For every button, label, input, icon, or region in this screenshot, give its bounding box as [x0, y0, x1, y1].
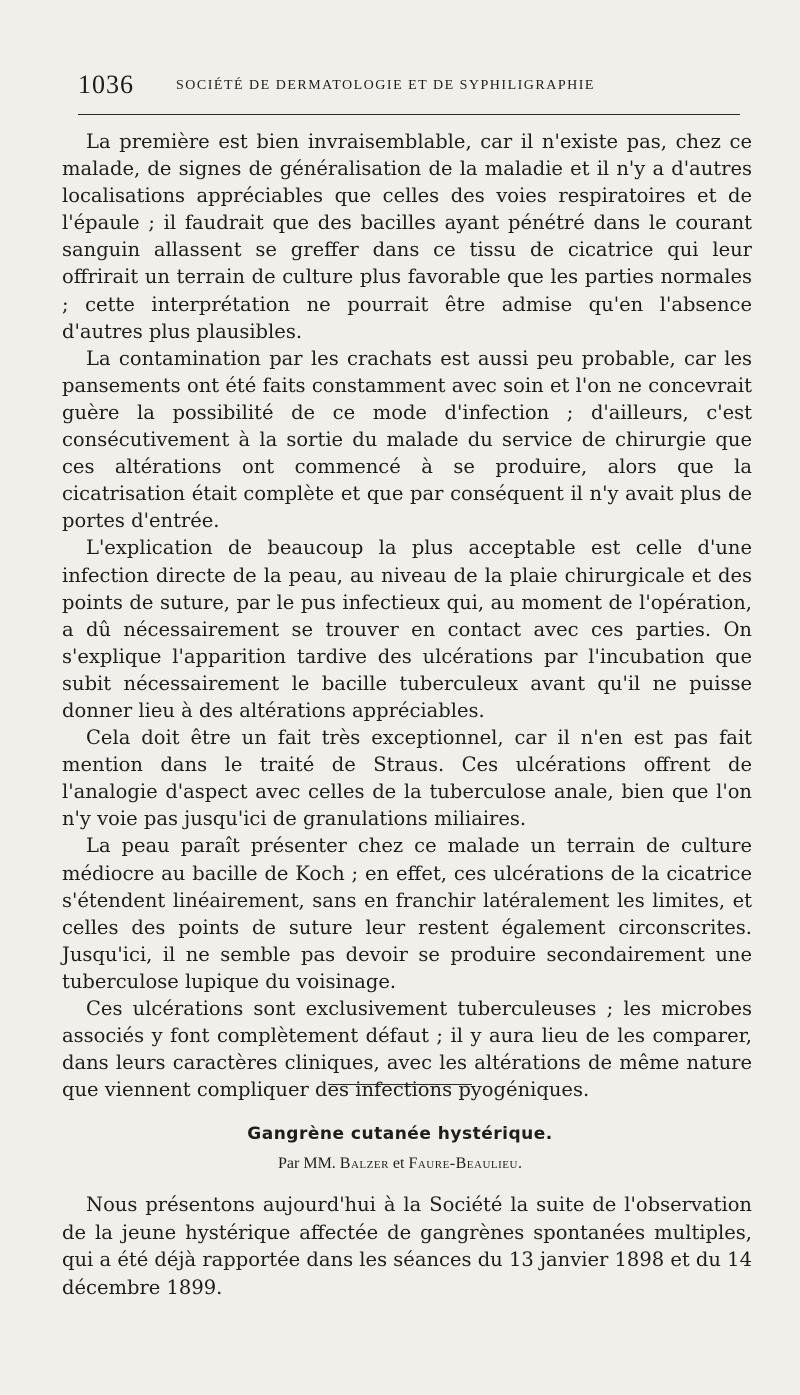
section-body [62, 1191, 752, 1301]
page-number: 1036 [78, 70, 134, 99]
paragraph: La peau paraît présenter chez ce malade un terrain de culture médiocre au bacille de Koch ; en effet, ces ulcérations de la cicatrice s'étendent linéairement, sans en franchir latéralement les limites, et celles des points de suture leur restent également circonscrites. Jusqu'ici, il ne semble pas devoir se produire secondairement une tuberculose lupique du voisinage. [62, 834, 752, 993]
paragraph: L'explication de beaucoup la plus acceptable est celle d'une infection directe de la peau, au niveau de la plaie chirurgicale et des points de suture, par le pus infectieux qui, au moment de l'opération, a dû nécessairement se trouver en contact avec ces parties. On s'explique l'apparition tardive des ulcérations par l'incubation que subit nécessairement le bacille tuberculeux avant qu'il ne puisse donner lieu à des altérations appréciables. [62, 536, 752, 722]
header-rule [78, 114, 740, 115]
page-header [78, 70, 740, 106]
section-divider [328, 1084, 472, 1085]
author-name: Balzer [339, 1155, 389, 1172]
byline-conjunction: et [392, 1155, 405, 1172]
article-body [62, 128, 752, 1103]
running-head: SOCIÉTÉ DE DERMATOLOGIE ET DE SYPHILIGRAPHIE [176, 78, 595, 93]
byline-end: . [517, 1155, 522, 1172]
paragraph: Cela doit être un fait très exceptionnel, car il n'en est pas fait mention dans le traité de Straus. Ces ulcérations offrent de l'analogie d'aspect avec celles de la tuberculose anale, bien que l'on n'y voie pas jusqu'ici de granulations miliaires. [62, 726, 752, 831]
section-title: Gangrène cutanée hystérique. [247, 1124, 553, 1144]
paragraph: Nous présentons aujourd'hui à la Société la suite de l'observation de la jeune hystérique affectée de gangrènes spontanées multiples, qui a été déjà rapportée dans les séances du 13 janvier 1898 et du 14 décembre 1899. [62, 1193, 752, 1299]
paragraph: Ces ulcérations sont exclusivement tuberculeuses ; les microbes associés y font complètement défaut ; il y aura lieu de les comparer, dans leurs caractères cliniques, avec les altérations de même nature que viennent compliquer des infections pyogéniques. [62, 997, 752, 1102]
author-name: Faure-Beaulieu [408, 1155, 518, 1172]
byline-prefix: Par MM. [278, 1155, 336, 1172]
byline [0, 1155, 800, 1173]
paragraph: La contamination par les crachats est aussi peu probable, car les pansements ont été faits constamment avec soin et l'on ne concevrait guère la possibilité de ce mode d'infection ; d'ailleurs, c'est consécutivement à la sortie du malade du service de chirurgie que ces altérations ont commencé à se produire, alors que la cicatrisation était complète et que par conséquent il n'y avait plus de portes d'entrée. [62, 346, 752, 533]
paragraph: La première est bien invraisemblable, car il n'existe pas, chez ce malade, de signes de généralisation de la maladie et il n'y a d'autres localisations appréciables que celles des voies respiratoires et de l'épaule ; il faudrait que des bacilles ayant pénétré dans le courant sanguin allassent se greffer dans ce tissu de cicatrice qui leur offrirait un terrain de culture plus favorable que les parties normales ; cette interprétation ne pourrait être admise qu'en l'absence d'autres plus plausibles. [62, 130, 752, 343]
